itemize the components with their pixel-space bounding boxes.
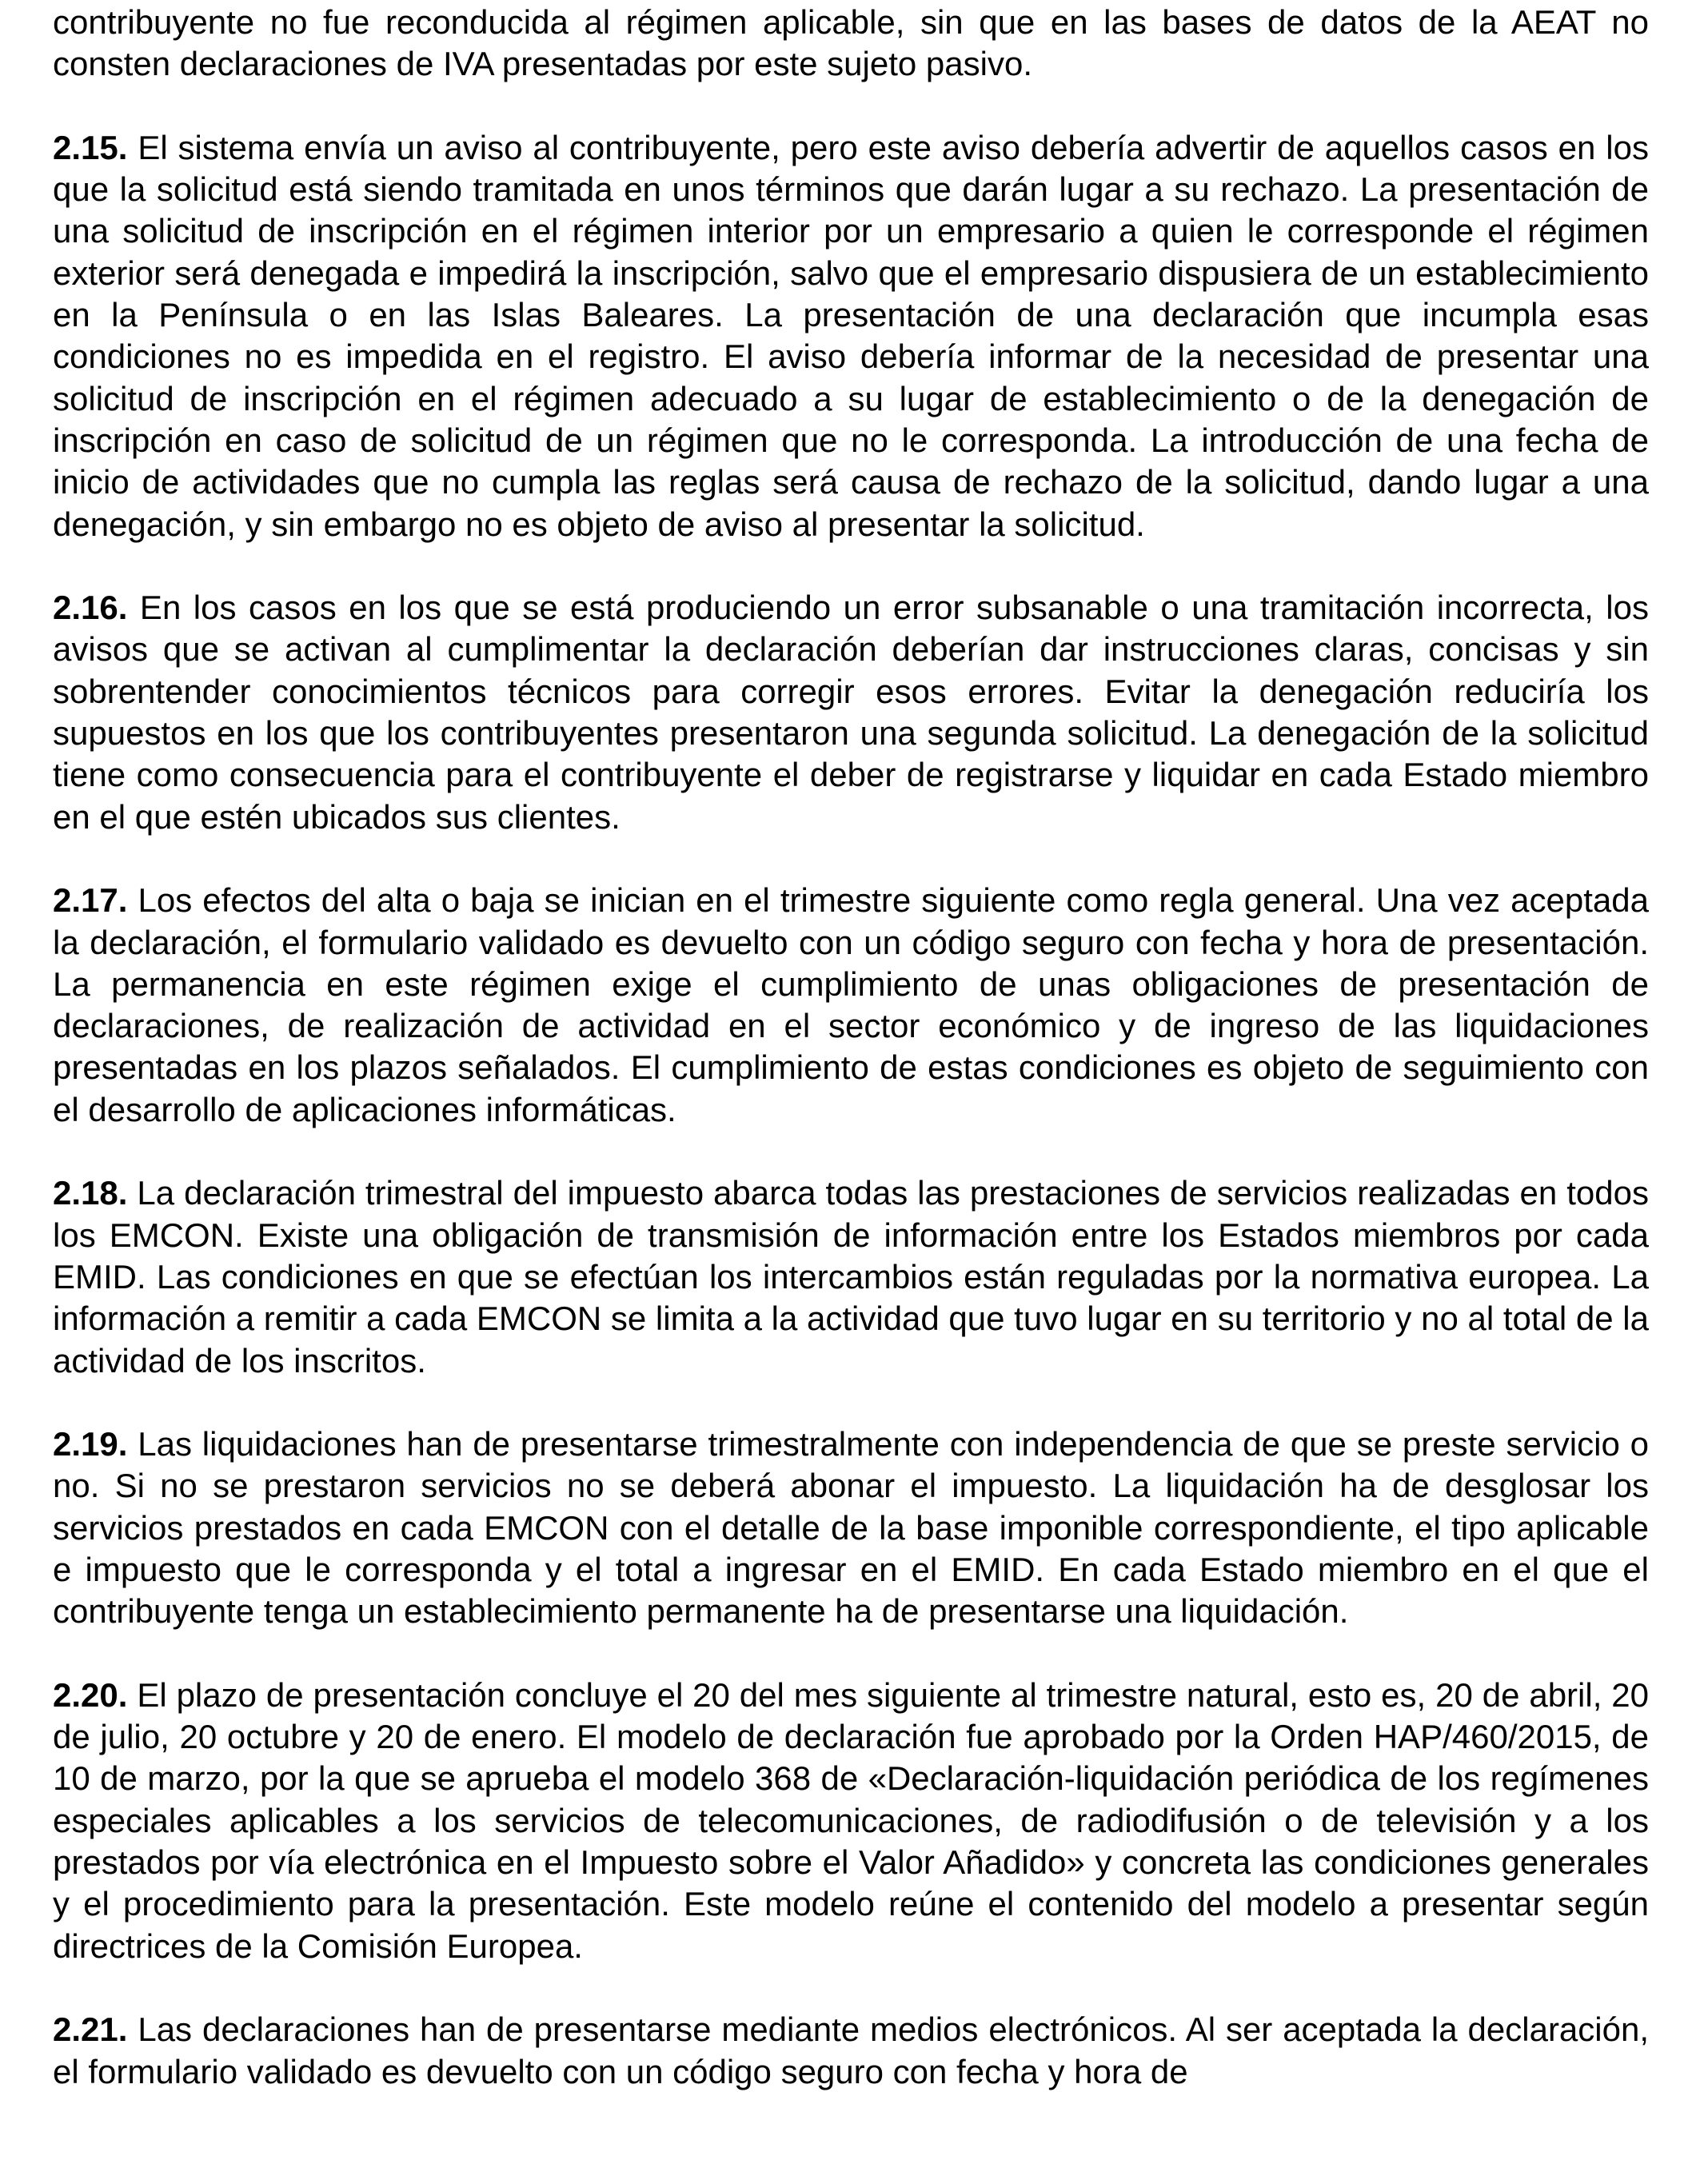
paragraph-text: Los efectos del alta o baja se inician en el trimestre siguiente como regla general. Una vez aceptada la declaración, el formulario validado es devuelto con un código seguro con fecha y hora de presentación. La permanencia en este régimen exige el cumplimiento de unas obligaciones de presentación de declaraciones, de realización de actividad en el sector económico y de ingreso de las liquidaciones presentadas en los plazos señalados. El cumplimiento de estas condiciones es objeto de seguimiento con el desarrollo de aplicaciones informáticas. <box>53 881 1649 1128</box>
paragraph-text: Las liquidaciones han de presentarse trimestralmente con independencia de que se preste servicio o no. Si no se prestaron servicios no se deberá abonar el impuesto. La liquidación ha de desglosar los servicios prestados en cada EMCON con el detalle de la base imponible correspondiente, el tipo aplicable e impuesto que le corresponda y el total a ingresar en el EMID. En cada Estado miembro en el que el contribuyente tenga un establecimiento permanente ha de presentarse una liquidación. <box>53 1425 1649 1631</box>
paragraph-text: La declaración trimestral del impuesto abarca todas las prestaciones de servicios realizadas en todos los EMCON. Existe una obligación de transmisión de información entre los Estados miembros por cada EMID. Las condiciones en que se efectúan los intercambios están reguladas por la normativa europea. La información a remitir a cada EMCON se limita a la actividad que tuvo lugar en su territorio y no al total de la actividad de los inscritos. <box>53 1174 1649 1379</box>
paragraph-number: 2.18. <box>53 1174 128 1212</box>
paragraph-2-20 <box>53 1675 1649 1967</box>
paragraph-2-16 <box>53 587 1649 838</box>
paragraph-2-17 <box>53 880 1649 1131</box>
paragraph-text: El sistema envía un aviso al contribuyente, pero este aviso debería advertir de aquellos casos en los que la solicitud está siendo tramitada en unos términos que darán lugar a su rechazo. La presentación de una solicitud de inscripción en el régimen interior por un empresario a quien le corresponde el régimen exterior será denegada e impedirá la inscripción, salvo que el empresario dispusiera de un establecimiento en la Península o en las Islas Baleares. La presentación de una declaración que incumpla esas condiciones no es impedida en el registro. El aviso debería informar de la necesidad de presentar una solicitud de inscripción en el régimen adecuado a su lugar de establecimiento o de la denegación de inscripción en caso de solicitud de un régimen que no le corresponda. La introducción de una fecha de inicio de actividades que no cumpla las reglas será causa de rechazo de la solicitud, dando lugar a una denegación, y sin embargo no es objeto de aviso al presentar la solicitud. <box>53 128 1649 543</box>
paragraph-2-18 <box>53 1172 1649 1381</box>
paragraph-number: 2.16. <box>53 589 128 627</box>
paragraph-text: El plazo de presentación concluye el 20 del mes siguiente al trimestre natural, esto es, 20 de abril, 20 de julio, 20 octubre y 20 de enero. El modelo de declaración fue aprobado por la Orden HAP/460/2015, de 10 de marzo, por la que se aprueba el modelo 368 de «Declaración-liquidación periódica de los regímenes especiales aplicables a los servicios de telecomunicaciones, de radiodifusión o de televisión y a los prestados por vía electrónica en el Impuesto sobre el Valor Añadido» y concreta las condiciones generales y el procedimiento para la presentación. Este modelo reúne el contenido del modelo a presentar según directrices de la Comisión Europea. <box>53 1675 1649 1965</box>
paragraph-text: En los casos en los que se está produciendo un error subsanable o una tramitación incorrecta, los avisos que se activan al cumplimentar la declaración deberían dar instrucciones claras, concisas y sin sobrentender conocimientos técnicos para corregir esos errores. Evitar la denegación reduciría los supuestos en los que los contribuyentes presentaron una segunda solicitud. La denegación de la solicitud tiene como consecuencia para el contribuyente el deber de registrarse y liquidar en cada Estado miembro en el que estén ubicados sus clientes. <box>53 589 1649 836</box>
paragraph-number: 2.15. <box>53 128 128 166</box>
paragraph-number: 2.17. <box>53 881 128 920</box>
paragraph-2-21 <box>53 2009 1649 2093</box>
paragraph-number: 2.21. <box>53 2010 128 2049</box>
intro-paragraph: contribuyente no fue reconducida al régimen aplicable, sin que en las bases de datos de la AEAT no consten declaraciones de IVA presentadas por este sujeto pasivo. <box>53 3 1649 83</box>
paragraph-text: Las declaraciones han de presentarse mediante medios electrónicos. Al ser aceptada la declaración, el formulario validado es devuelto con un código seguro con fecha y hora de <box>53 2010 1649 2090</box>
paragraph-2-15 <box>53 127 1649 545</box>
paragraph-number: 2.20. <box>53 1675 128 1714</box>
document-page <box>53 2 1649 2134</box>
paragraph-number: 2.19. <box>53 1425 128 1463</box>
paragraph-2-19 <box>53 1423 1649 1632</box>
